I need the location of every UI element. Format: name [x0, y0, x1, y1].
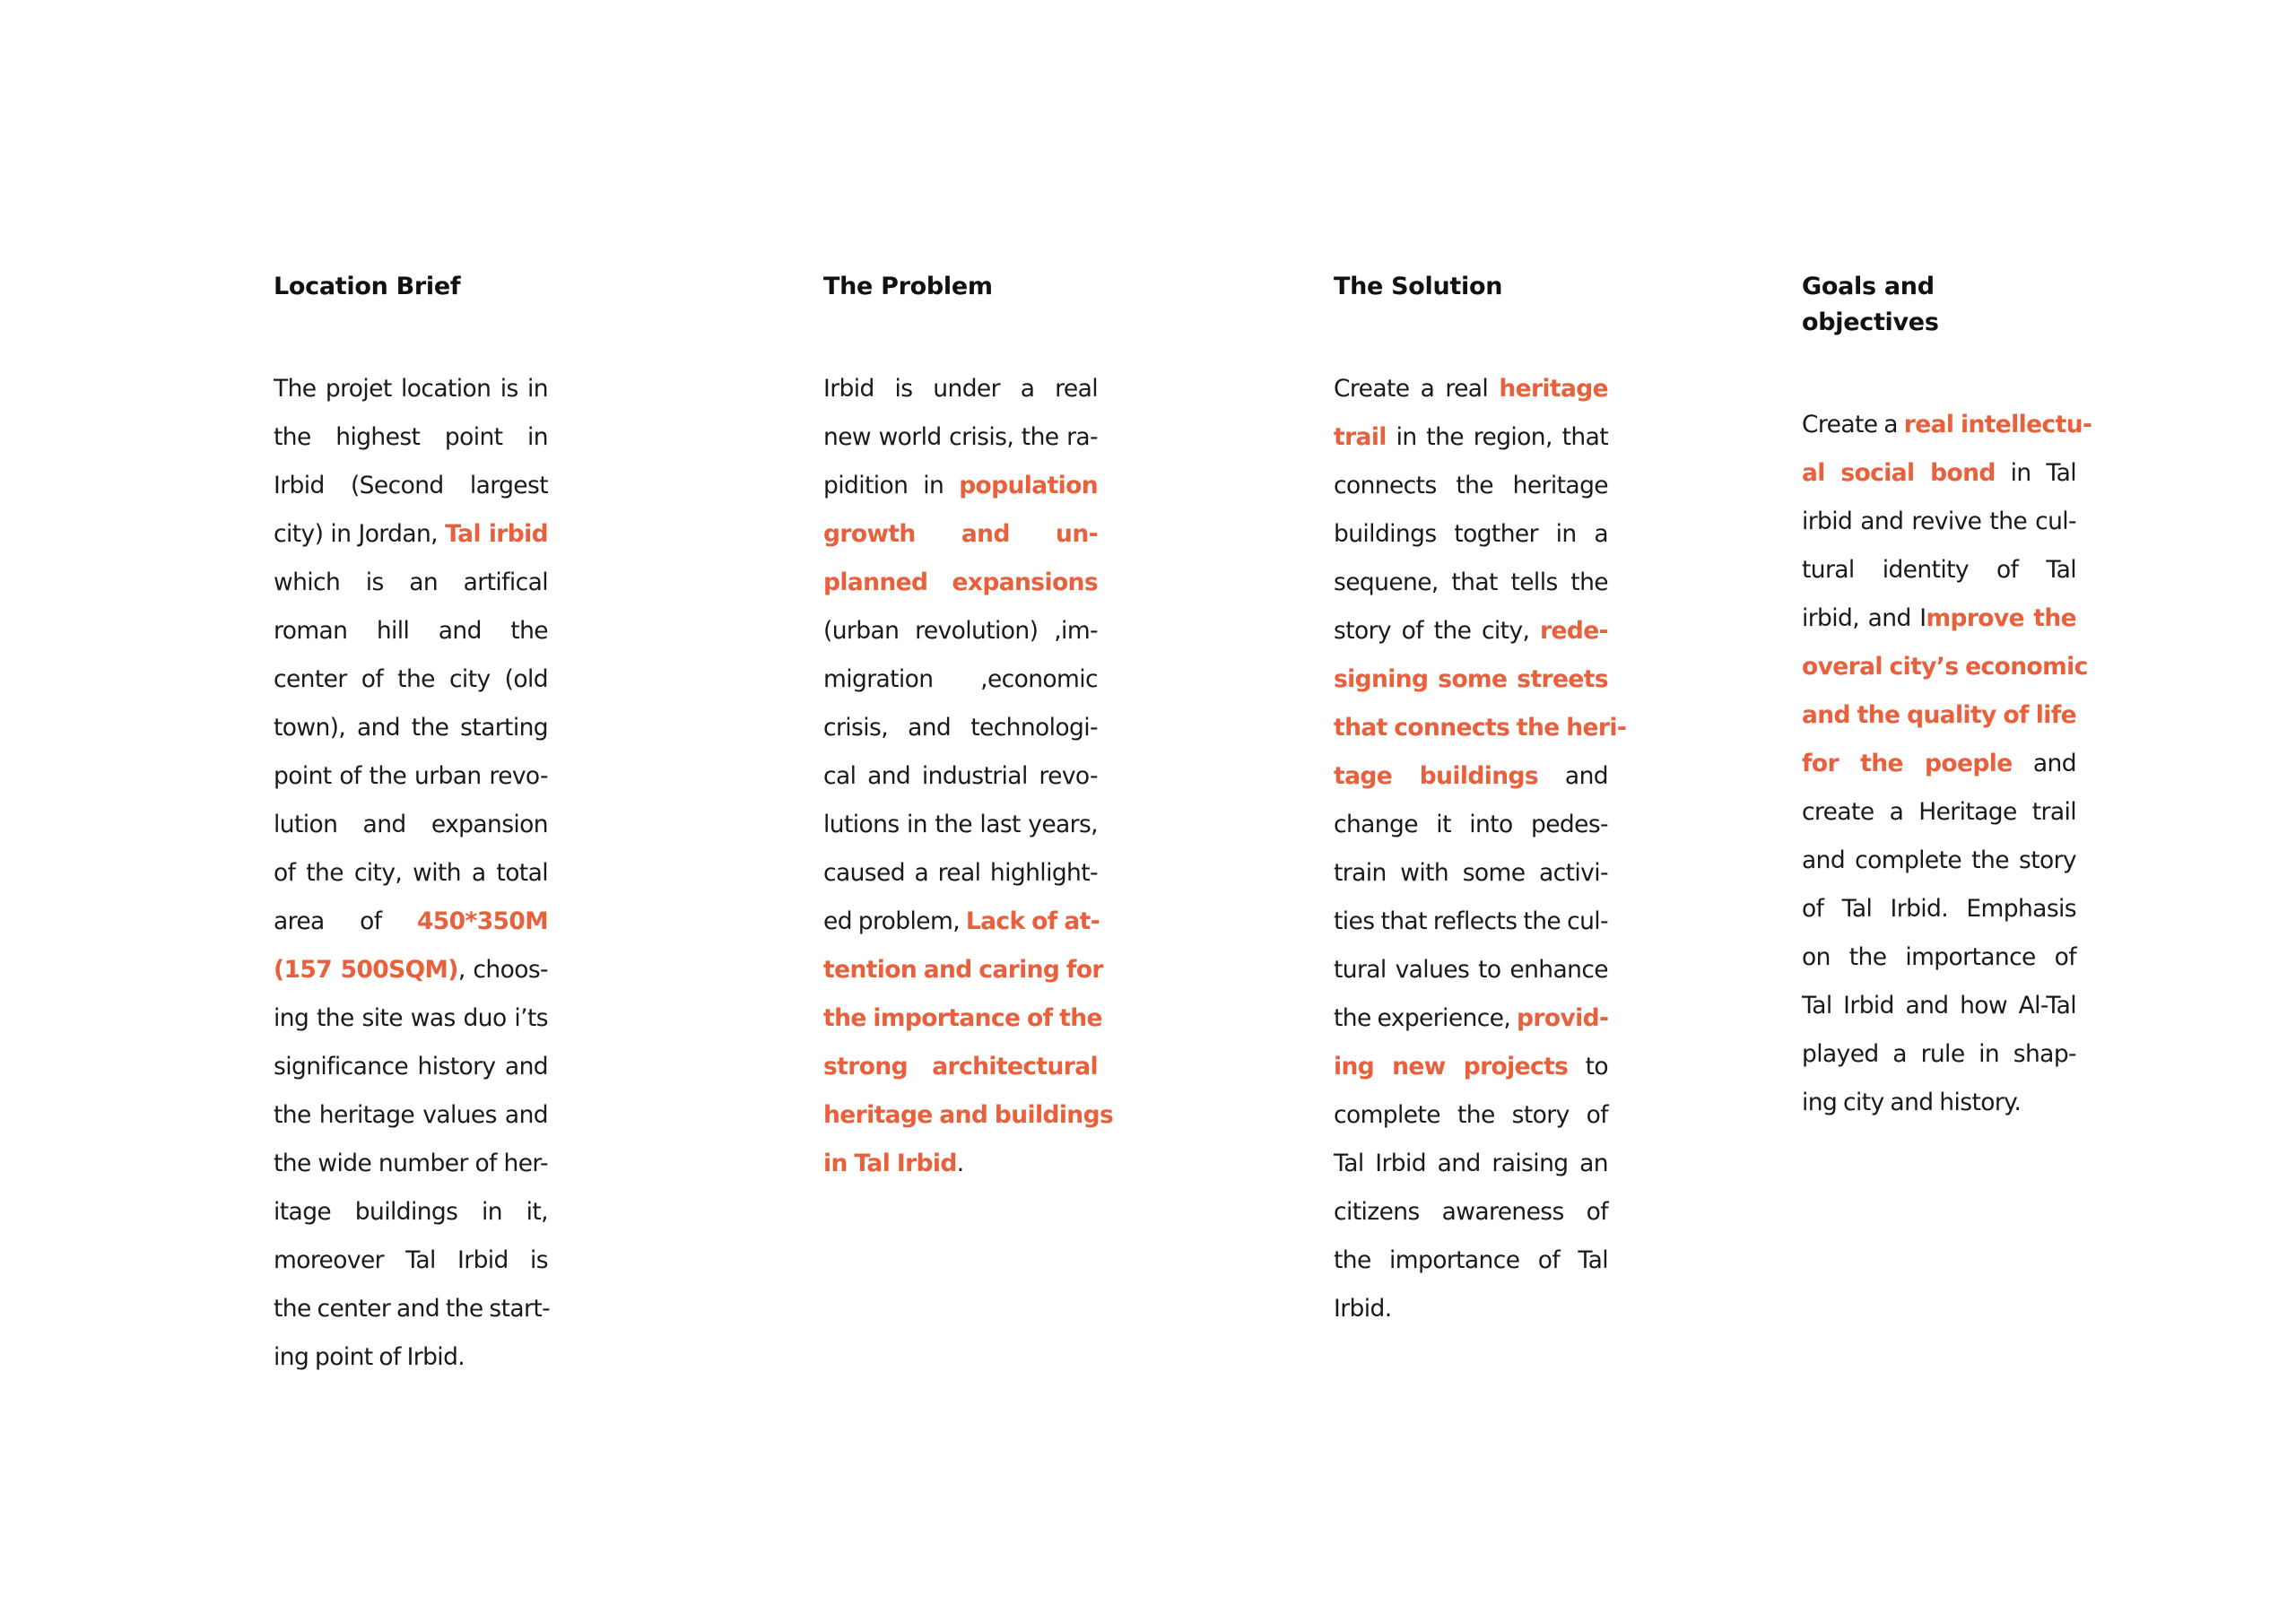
paragraph-line: [1802, 982, 2076, 1030]
paragraph-line: [823, 849, 1098, 898]
highlighted-text: rede-: [1540, 617, 1608, 645]
paragraph-line: [823, 898, 1098, 946]
body-text: tural values to enhance: [1334, 956, 1608, 984]
paragraph-line: [1334, 801, 1608, 849]
paragraph-line: [823, 1140, 1098, 1188]
paragraph-line: [1334, 1188, 1608, 1237]
body-text: The projet location is in: [274, 375, 548, 403]
section-goals-and-objectives: [1802, 269, 2092, 1127]
body-text: the importance of Tal: [1334, 1246, 1608, 1274]
highlighted-text: al social bond: [1802, 459, 1996, 487]
highlighted-text: planned expansions: [823, 568, 1098, 596]
paragraph-line: [823, 510, 1098, 559]
paragraph-line: [823, 413, 1098, 462]
paragraph-line: [274, 849, 548, 898]
paragraph-line: [1334, 946, 1608, 994]
highlighted-text: heritage and buildings: [823, 1101, 1114, 1129]
body-text: Irbid.: [1334, 1295, 1392, 1323]
body-text: on the importance of: [1802, 943, 2076, 971]
body-text: and complete the story: [1802, 846, 2076, 874]
body-text: irbid and revive the cul-: [1802, 508, 2076, 535]
body-text: and: [2012, 750, 2076, 777]
paragraph-line: [274, 898, 548, 946]
paragraph-line: [274, 607, 548, 655]
section-the-solution: [1334, 269, 1627, 1333]
body-text: area of: [274, 907, 417, 935]
paragraph-line: [274, 655, 548, 704]
paragraph-line: [823, 462, 1098, 510]
paragraph-line: [1334, 994, 1608, 1043]
paragraph-line: [1334, 1091, 1608, 1140]
body-text: ed problem,: [823, 907, 966, 935]
highlighted-text: trail: [1334, 423, 1387, 451]
body-text: which is an artifical: [274, 568, 548, 596]
body-text: ties that reflects the cul-: [1334, 907, 1608, 935]
body-text: Tal Irbid and how Al-Tal: [1802, 992, 2076, 1020]
highlighted-text: signing some streets: [1334, 665, 1608, 693]
paragraph-line: [1334, 559, 1608, 607]
body-text: create a Heritage trail: [1802, 798, 2076, 826]
body-text: ing the site was duo i’ts: [274, 1004, 548, 1032]
section-the-problem: [823, 269, 1114, 1188]
body-text: migration ,economic: [823, 665, 1098, 693]
paragraph-line: [1334, 365, 1608, 413]
paragraph-line: [1802, 691, 2076, 740]
body-text: , choos-: [457, 956, 548, 984]
section-body: [1802, 401, 2092, 1127]
body-text: of the city, with a total: [274, 859, 548, 887]
section-body: [823, 365, 1114, 1188]
paragraph-line: [1802, 933, 2076, 982]
paragraph-line: [823, 994, 1102, 1043]
paragraph-line: [823, 801, 1098, 849]
section-title: Goals and objectives: [1802, 273, 1939, 336]
paragraph-line: [1802, 498, 2076, 546]
body-text: train with some activi-: [1334, 859, 1608, 887]
paragraph-line: [1334, 1140, 1608, 1188]
paragraph-line: [274, 1043, 548, 1091]
body-text: city) in Jordan,: [274, 520, 446, 548]
highlighted-text: population: [959, 472, 1098, 499]
highlighted-text: that connects the heri-: [1334, 714, 1627, 742]
highlighted-text: overal city’s economic: [1802, 653, 2088, 681]
body-text: the wide number of her-: [274, 1150, 548, 1177]
body-text: lution and expansion: [274, 811, 548, 838]
section-title: The Solution: [1334, 273, 1503, 300]
highlighted-text: strong architectural: [823, 1053, 1098, 1081]
paragraph-line: [274, 946, 548, 994]
body-text: crisis, and technologi-: [823, 714, 1098, 742]
paragraph-line: [1334, 704, 1627, 752]
body-text: played a rule in shap-: [1802, 1040, 2076, 1068]
paragraph-line: [823, 1043, 1098, 1091]
highlighted-text: real intellectu-: [1903, 411, 2092, 438]
paragraph-line: [1334, 510, 1608, 559]
highlighted-text: for the poeple: [1802, 750, 2013, 777]
paragraph-line: [274, 1237, 548, 1285]
body-text: in Tal: [1995, 459, 2076, 487]
paragraph-line: [274, 752, 548, 801]
body-text: significance history and: [274, 1053, 548, 1081]
section-body: [1334, 365, 1627, 1333]
body-text: caused a real highlight-: [823, 859, 1098, 887]
body-text: irbid, and I: [1802, 604, 1926, 632]
highlighted-text: and the quality of life: [1802, 701, 2076, 729]
body-text: buildings togther in a: [1334, 520, 1608, 548]
body-text: Create a real: [1334, 375, 1500, 403]
body-text: .: [956, 1150, 964, 1177]
body-text: pidition in: [823, 472, 960, 499]
paragraph-line: [1802, 885, 2076, 933]
paragraph-line: [1802, 837, 2076, 885]
paragraph-line: [274, 413, 548, 462]
highlighted-text: tention and caring for: [823, 956, 1103, 984]
paragraph-line: [823, 752, 1098, 801]
body-text: in the region, that: [1386, 423, 1608, 451]
body-text: Tal Irbid and raising an: [1334, 1150, 1608, 1177]
section-location-brief: [274, 269, 551, 1382]
paragraph-line: [1334, 1285, 1608, 1333]
paragraph-line: [823, 607, 1098, 655]
paragraph-line: [1802, 643, 2088, 691]
highlighted-text: (157 500SQM): [274, 956, 458, 984]
body-text: cal and industrial revo-: [823, 762, 1098, 790]
paragraph-line: [1334, 655, 1608, 704]
paragraph-line: [1334, 413, 1608, 462]
body-text: the experience,: [1334, 1004, 1518, 1032]
body-text: new world crisis, the ra-: [823, 423, 1098, 451]
paragraph-line: [274, 1091, 548, 1140]
highlighted-text: mprove the: [1926, 604, 2076, 632]
paragraph-line: [274, 559, 548, 607]
body-text: to: [1568, 1053, 1608, 1081]
paragraph-line: [274, 510, 548, 559]
paragraph-line: [1802, 1079, 2076, 1127]
highlighted-text: 450*350M: [416, 907, 548, 935]
body-text: ing point of Irbid.: [274, 1343, 465, 1371]
body-text: the center and the start-: [274, 1295, 551, 1323]
body-text: roman hill and the: [274, 617, 548, 645]
paragraph-line: [274, 365, 548, 413]
paragraph-line: [274, 994, 548, 1043]
body-text: the highest point in: [274, 423, 548, 451]
paragraph-line: [1334, 1237, 1608, 1285]
highlighted-text: heritage: [1499, 375, 1608, 403]
paragraph-line: [1802, 546, 2076, 595]
body-text: tural identity of Tal: [1802, 556, 2076, 584]
paragraph-line: [274, 1285, 551, 1333]
body-text: itage buildings in it,: [274, 1198, 548, 1226]
highlighted-text: Tal irbid: [445, 520, 548, 548]
highlighted-text: ing new projects: [1334, 1053, 1569, 1081]
body-text: point of the urban revo-: [274, 762, 548, 790]
paragraph-line: [274, 1333, 548, 1382]
paragraph-line: [823, 946, 1103, 994]
highlighted-text: the importance of the: [823, 1004, 1102, 1032]
paragraph-line: [1334, 849, 1608, 898]
paragraph-line: [274, 704, 548, 752]
paragraph-line: [274, 1188, 548, 1237]
paragraph-line: [274, 801, 548, 849]
section-body: [274, 365, 551, 1382]
paragraph-line: [1334, 607, 1608, 655]
body-text: change it into pedes-: [1334, 811, 1608, 838]
body-text: citizens awareness of: [1334, 1198, 1608, 1226]
body-text: (urban revolution) ,im-: [823, 617, 1098, 645]
section-title: Location Brief: [274, 273, 461, 300]
paragraph-line: [1802, 740, 2076, 788]
body-text: ing city and history.: [1802, 1089, 2022, 1116]
paragraph-line: [1802, 788, 2076, 837]
paragraph-line: [1334, 462, 1608, 510]
body-text: moreover Tal Irbid is: [274, 1246, 548, 1274]
highlighted-text: in Tal Irbid: [823, 1150, 957, 1177]
paragraph-line: [1802, 1030, 2076, 1079]
paragraph-line: [1802, 449, 2076, 498]
body-text: lutions in the last years,: [823, 811, 1098, 838]
highlighted-text: Lack of at-: [965, 907, 1100, 935]
paragraph-line: [823, 655, 1098, 704]
paragraph-line: [1334, 1043, 1608, 1091]
paragraph-line: [823, 559, 1098, 607]
paragraph-line: [1334, 752, 1608, 801]
body-text: complete the story of: [1334, 1101, 1608, 1129]
highlighted-text: provid-: [1517, 1004, 1609, 1032]
paragraph-line: [1334, 898, 1608, 946]
body-text: story of the city,: [1334, 617, 1541, 645]
body-text: sequene, that tells the: [1334, 568, 1608, 596]
body-text: of Tal Irbid. Emphasis: [1802, 895, 2076, 923]
body-text: center of the city (old: [274, 665, 548, 693]
paragraph-line: [274, 462, 548, 510]
paragraph-line: [1802, 401, 2092, 449]
paragraph-line: [1802, 595, 2076, 643]
section-title: The Problem: [823, 273, 993, 300]
paragraph-line: [274, 1140, 548, 1188]
body-text: Create a: [1802, 411, 1904, 438]
body-text: the heritage values and: [274, 1101, 548, 1129]
body-text: and: [1538, 762, 1608, 790]
paragraph-line: [823, 365, 1098, 413]
body-text: Irbid (Second largest: [274, 472, 548, 499]
body-text: Irbid is under a real: [823, 375, 1098, 403]
body-text: connects the heritage: [1334, 472, 1608, 499]
highlighted-text: growth and un-: [823, 520, 1098, 548]
paragraph-line: [823, 1091, 1114, 1140]
highlighted-text: tage buildings: [1334, 762, 1539, 790]
paragraph-line: [823, 704, 1098, 752]
body-text: town), and the starting: [274, 714, 548, 742]
